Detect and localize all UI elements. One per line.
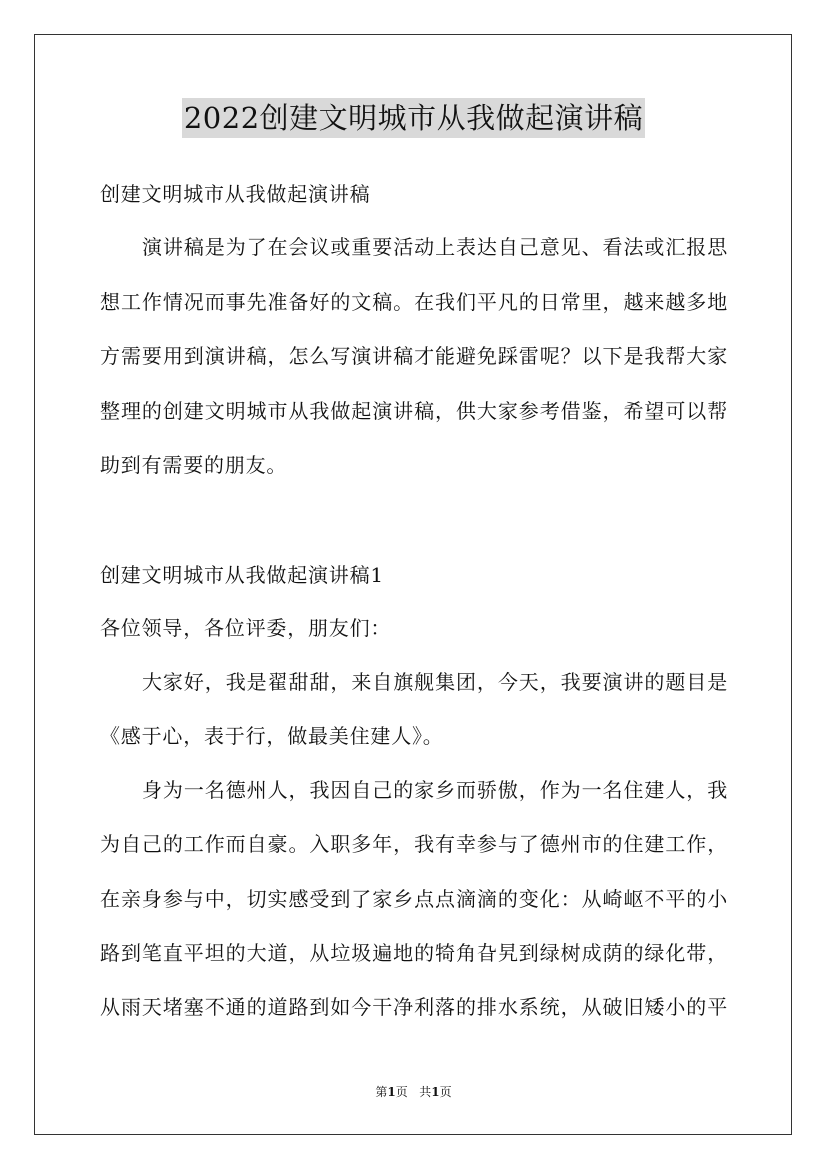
paragraph-line: 大家好，我是翟甜甜，来自旗舰集团，今天，我要演讲的题目是 (142, 670, 728, 694)
paragraph-line: 为自己的工作而自豪。入职多年，我有幸参与了德州市的住建工作， (100, 832, 728, 856)
total-pages: 1 (431, 1085, 440, 1099)
section-heading: 创建文明城市从我做起演讲稿1 (100, 563, 384, 587)
page-number: 1 (387, 1085, 396, 1099)
page-footer (0, 1084, 827, 1100)
intro-line: 演讲稿是为了在会议或重要活动上表达自己意见、看法或汇报思 (142, 235, 728, 259)
subtitle: 创建文明城市从我做起演讲稿 (100, 182, 371, 206)
intro-line: 助到有需要的朋友。 (100, 453, 288, 477)
intro-line: 想工作情况而事先准备好的文稿。在我们平凡的日常里，越来越多地 (100, 290, 728, 314)
total-suffix: 页 (439, 1085, 452, 1099)
title-block (0, 98, 827, 138)
paragraph-line: 《感于心，表于行，做最美住建人》。 (100, 724, 444, 748)
document-title: 2022创建文明城市从我做起演讲稿 (182, 98, 645, 138)
paragraph-line: 身为一名德州人，我因自己的家乡而骄傲，作为一名住建人，我 (142, 778, 728, 802)
greeting: 各位领导，各位评委，朋友们： (100, 616, 392, 640)
page-prefix: 第 (375, 1085, 388, 1099)
intro-line: 整理的创建文明城市从我做起演讲稿，供大家参考借鉴，希望可以帮 (100, 399, 728, 423)
page-suffix: 页 (395, 1085, 408, 1099)
total-prefix: 共 (419, 1085, 432, 1099)
paragraph-line: 路到笔直平坦的大道，从垃圾遍地的犄角旮旯到绿树成荫的绿化带， (100, 941, 728, 965)
paragraph-line: 在亲身参与中，切实感受到了家乡点点滴滴的变化：从崎岖不平的小 (100, 887, 728, 911)
paragraph-line: 从雨天堵塞不通的道路到如今干净利落的排水系统，从破旧矮小的平 (100, 995, 728, 1019)
intro-line: 方需要用到演讲稿，怎么写演讲稿才能避免踩雷呢？以下是我帮大家 (100, 344, 728, 368)
